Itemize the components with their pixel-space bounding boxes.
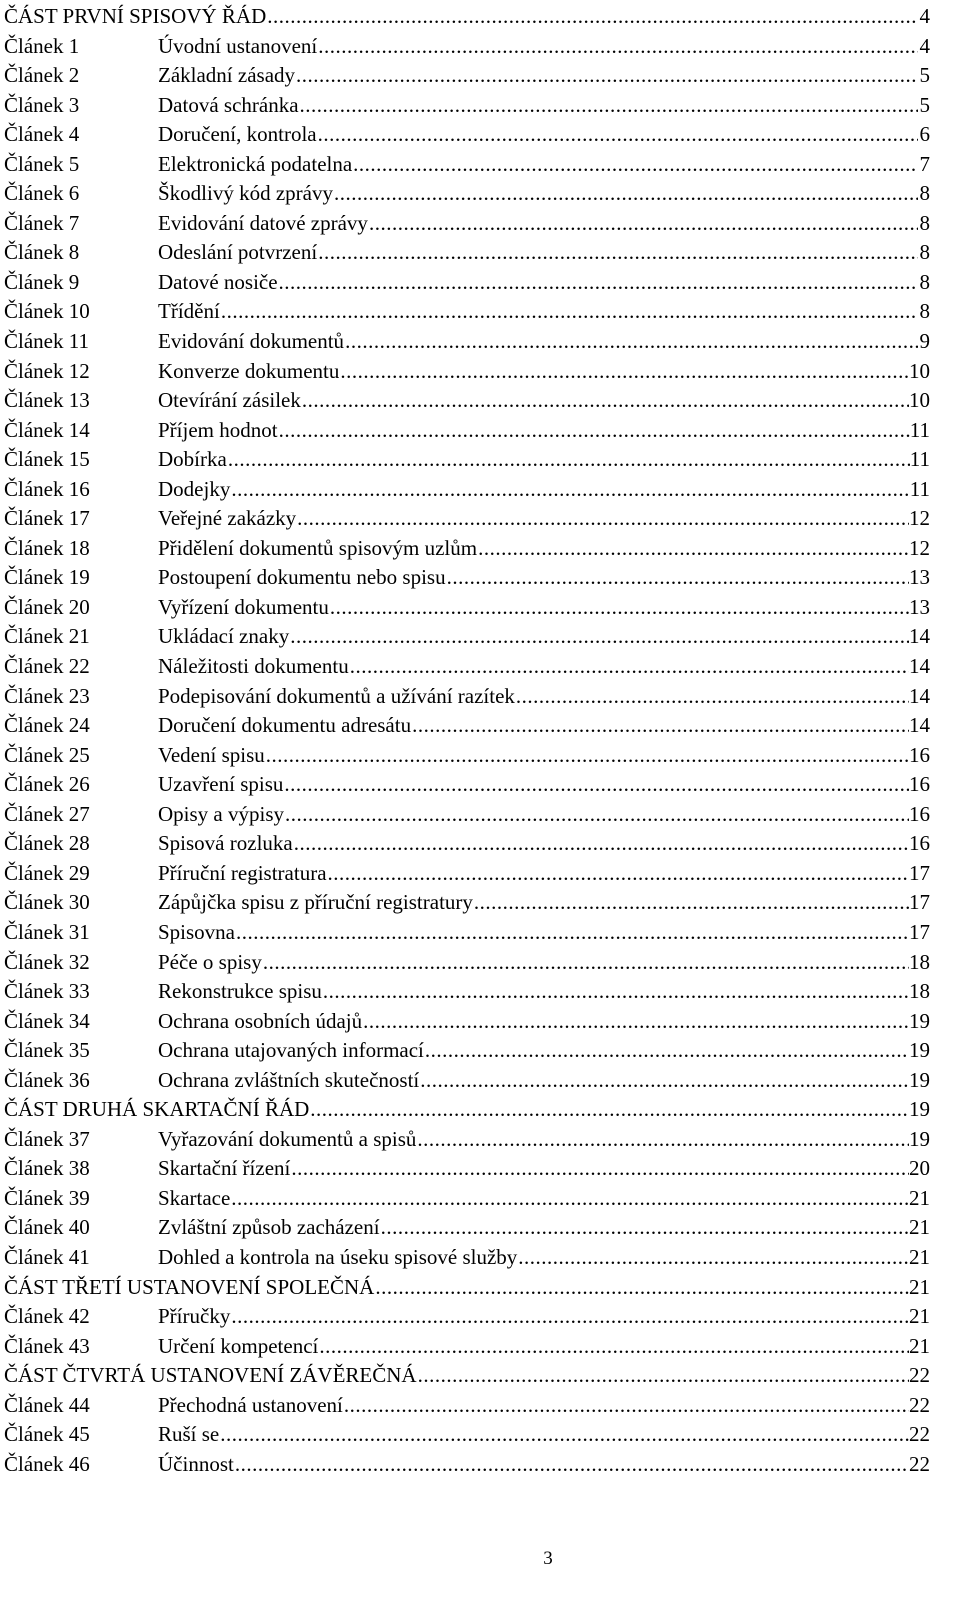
toc-entry <box>4 948 930 978</box>
toc-page-number: 17 <box>909 890 930 915</box>
toc-entry <box>4 829 930 859</box>
toc-article-number: Článek 18 <box>4 535 90 560</box>
toc-article-number: Článek 7 <box>4 210 80 235</box>
toc-page-number: 8 <box>919 269 930 294</box>
toc-article-title: Příruční registratura <box>158 860 327 885</box>
toc-entry <box>4 504 930 534</box>
toc-article-title: Příručky <box>158 1304 231 1329</box>
toc-entry <box>4 534 930 564</box>
toc-dot-leader <box>368 209 918 239</box>
toc-article-title: Konverze dokumentu <box>158 358 340 383</box>
toc-dot-leader <box>473 888 909 918</box>
toc-page-number: 21 <box>909 1185 930 1210</box>
toc-page-number: 16 <box>909 801 930 826</box>
toc-entry <box>4 327 930 357</box>
toc-article-number: Článek 32 <box>4 949 90 974</box>
toc-entry <box>4 61 930 91</box>
toc-dot-leader <box>339 357 909 387</box>
toc-article-title: Úvodní ustanovení <box>158 33 318 58</box>
toc-article-title: Odeslání potvrzení <box>158 240 318 265</box>
toc-dot-leader <box>380 1213 909 1243</box>
toc-dot-leader <box>477 534 909 564</box>
toc-article-title: Postoupení dokumentu nebo spisu <box>158 565 446 590</box>
toc-page-number: 19 <box>909 1067 930 1092</box>
toc-part-heading <box>4 1361 930 1391</box>
toc-dot-leader <box>278 268 918 298</box>
toc-entry <box>4 918 930 948</box>
toc-page-number: 22 <box>909 1392 930 1417</box>
toc-entry <box>4 238 930 268</box>
toc-page-number: 6 <box>919 122 930 147</box>
toc-dot-leader <box>295 61 918 91</box>
toc-article-number: Článek 8 <box>4 240 80 265</box>
toc-page-number: 9 <box>919 329 930 354</box>
toc-dot-leader <box>262 948 909 978</box>
toc-article-title: Náležitosti dokumentu <box>158 654 349 679</box>
toc-entry <box>4 800 930 830</box>
toc-entry <box>4 741 930 771</box>
toc-article-title: Opisy a výpisy <box>158 801 284 826</box>
toc-page-number: 8 <box>919 240 930 265</box>
toc-entry <box>4 1420 930 1450</box>
toc-article-title: Evidování datové zprávy <box>158 210 368 235</box>
toc-article-title: Základní zásady <box>158 63 296 88</box>
toc-dot-leader <box>517 1243 909 1273</box>
toc-dot-leader <box>278 416 910 446</box>
toc-entry <box>4 120 930 150</box>
toc-article-title: Datové nosiče <box>158 269 278 294</box>
toc-dot-leader <box>333 179 918 209</box>
toc-article-title: Skartační řízení <box>158 1156 291 1181</box>
toc-page-number: 10 <box>909 358 930 383</box>
toc-article-title: Uzavření spisu <box>158 772 284 797</box>
toc-page-number: 21 <box>909 1215 930 1240</box>
toc-article-number: Článek 17 <box>4 506 90 531</box>
toc-page-number: 22 <box>909 1451 930 1476</box>
toc-entry <box>4 297 930 327</box>
toc-entry <box>4 888 930 918</box>
toc-dot-leader <box>349 652 909 682</box>
toc-article-number: Článek 40 <box>4 1215 90 1240</box>
toc-dot-leader <box>329 593 909 623</box>
toc-entry <box>4 563 930 593</box>
toc-page-number: 19 <box>909 1038 930 1063</box>
toc-article-title: Veřejné zakázky <box>158 506 297 531</box>
toc-article-number: Článek 14 <box>4 417 90 442</box>
toc-part-heading <box>4 1095 930 1125</box>
toc-article-number: Článek 21 <box>4 624 90 649</box>
toc-page-number: 19 <box>909 1008 930 1033</box>
toc-article-title: Vedení spisu <box>158 742 265 767</box>
toc-article-title: Elektronická podatelna <box>158 151 353 176</box>
toc-dot-leader <box>266 2 918 32</box>
toc-entry <box>4 1332 930 1362</box>
toc-page-number: 22 <box>909 1422 930 1447</box>
toc-page-number: 8 <box>919 181 930 206</box>
toc-article-number: Článek 42 <box>4 1304 90 1329</box>
toc-dot-leader <box>374 1273 909 1303</box>
toc-article-title: Datová schránka <box>158 92 299 117</box>
toc-article-number: Článek 1 <box>4 33 80 58</box>
toc-article-number: Článek 20 <box>4 594 90 619</box>
toc-article-title: Doručení, kontrola <box>158 122 317 147</box>
table-of-contents <box>4 2 930 1479</box>
toc-article-number: Článek 45 <box>4 1422 90 1447</box>
toc-page-number: 11 <box>909 417 930 442</box>
toc-article-title: Škodlivý kód zprávy <box>158 181 333 206</box>
toc-entry <box>4 150 930 180</box>
toc-dot-leader <box>318 1332 909 1362</box>
toc-article-number: Článek 12 <box>4 358 90 383</box>
toc-article-title: Přechodná ustanovení <box>158 1392 343 1417</box>
toc-dot-leader <box>290 1154 909 1184</box>
toc-page-number: 21 <box>909 1274 930 1299</box>
toc-article-number: Článek 2 <box>4 63 80 88</box>
toc-part-title: ČÁST DRUHÁ SKARTAČNÍ ŘÁD <box>4 1097 310 1122</box>
toc-page-number: 19 <box>909 1126 930 1151</box>
toc-page-number: 18 <box>909 979 930 1004</box>
toc-page-number: 4 <box>919 33 930 58</box>
toc-part-heading <box>4 1273 930 1303</box>
toc-page-number: 19 <box>909 1097 930 1122</box>
toc-dot-leader <box>230 1184 909 1214</box>
toc-part-heading <box>4 2 930 32</box>
toc-article-number: Článek 26 <box>4 772 90 797</box>
toc-page-number: 8 <box>919 299 930 324</box>
toc-entry <box>4 416 930 446</box>
toc-entry <box>4 179 930 209</box>
toc-article-number: Článek 44 <box>4 1392 90 1417</box>
toc-article-title: Ochrana utajovaných informací <box>158 1038 424 1063</box>
toc-article-title: Vyřízení dokumentu <box>158 594 329 619</box>
toc-article-number: Článek 24 <box>4 713 90 738</box>
toc-article-number: Článek 6 <box>4 181 80 206</box>
toc-dot-leader <box>317 120 918 150</box>
toc-page-number: 8 <box>919 210 930 235</box>
toc-article-number: Článek 46 <box>4 1451 90 1476</box>
toc-article-number: Článek 29 <box>4 860 90 885</box>
toc-dot-leader <box>352 150 918 180</box>
toc-article-number: Článek 35 <box>4 1038 90 1063</box>
toc-article-title: Ukládací znaky <box>158 624 290 649</box>
toc-article-number: Článek 25 <box>4 742 90 767</box>
toc-page-number: 21 <box>909 1244 930 1269</box>
toc-entry <box>4 1213 930 1243</box>
toc-entry <box>4 386 930 416</box>
toc-article-number: Článek 38 <box>4 1156 90 1181</box>
toc-page-number: 5 <box>919 63 930 88</box>
toc-page-number: 14 <box>909 713 930 738</box>
toc-part-title: ČÁST ČTVRTÁ USTANOVENÍ ZÁVĚREČNÁ <box>4 1363 417 1388</box>
toc-article-title: Doručení dokumentu adresátu <box>158 713 412 738</box>
toc-article-title: Rekonstrukce spisu <box>158 979 322 1004</box>
toc-dot-leader <box>419 1066 909 1096</box>
toc-entry <box>4 652 930 682</box>
toc-article-title: Přidělení dokumentů spisovým uzlům <box>158 535 478 560</box>
toc-page-number: 12 <box>909 506 930 531</box>
toc-article-number: Článek 23 <box>4 683 90 708</box>
toc-entry <box>4 1302 930 1332</box>
toc-dot-leader <box>317 32 918 62</box>
toc-article-title: Ochrana osobních údajů <box>158 1008 363 1033</box>
toc-dot-leader <box>301 386 909 416</box>
toc-dot-leader <box>235 918 909 948</box>
toc-article-title: Příjem hodnot <box>158 417 278 442</box>
toc-dot-leader <box>296 504 909 534</box>
toc-page-number: 18 <box>909 949 930 974</box>
toc-article-number: Článek 10 <box>4 299 90 324</box>
page-number: 3 <box>543 1548 553 1569</box>
toc-page-number: 4 <box>919 4 930 28</box>
toc-dot-leader <box>309 1095 909 1125</box>
toc-entry <box>4 475 930 505</box>
toc-article-number: Článek 4 <box>4 122 80 147</box>
toc-part-title: ČÁST PRVNÍ SPISOVÝ ŘÁD <box>4 4 267 28</box>
toc-dot-leader <box>411 711 909 741</box>
toc-entry <box>4 1007 930 1037</box>
toc-entry <box>4 770 930 800</box>
toc-article-number: Článek 13 <box>4 388 90 413</box>
toc-dot-leader <box>322 977 909 1007</box>
toc-entry <box>4 977 930 1007</box>
toc-entry <box>4 1184 930 1214</box>
toc-article-title: Dobírka <box>158 447 227 472</box>
toc-dot-leader <box>299 91 918 121</box>
toc-article-number: Článek 28 <box>4 831 90 856</box>
toc-article-number: Článek 9 <box>4 269 80 294</box>
toc-page-number: 20 <box>909 1156 930 1181</box>
toc-article-title: Dodejky <box>158 476 231 501</box>
toc-dot-leader <box>230 1302 909 1332</box>
toc-dot-leader <box>230 475 909 505</box>
toc-article-title: Otevírání zásilek <box>158 388 301 413</box>
toc-article-number: Článek 36 <box>4 1067 90 1092</box>
toc-entry <box>4 1125 930 1155</box>
toc-entry <box>4 622 930 652</box>
toc-dot-leader <box>446 563 909 593</box>
toc-part-title: ČÁST TŘETÍ USTANOVENÍ SPOLEČNÁ <box>4 1274 375 1299</box>
toc-dot-leader <box>327 859 909 889</box>
toc-article-title: Skartace <box>158 1185 231 1210</box>
toc-entry <box>4 1243 930 1273</box>
toc-dot-leader <box>289 622 909 652</box>
toc-article-title: Určení kompetencí <box>158 1333 319 1358</box>
toc-article-number: Článek 39 <box>4 1185 90 1210</box>
toc-dot-leader <box>424 1036 909 1066</box>
toc-article-title: Ruší se <box>158 1422 220 1447</box>
toc-entry <box>4 268 930 298</box>
toc-dot-leader <box>293 829 909 859</box>
toc-article-number: Článek 16 <box>4 476 90 501</box>
toc-article-title: Péče o spisy <box>158 949 262 974</box>
toc-dot-leader <box>317 238 918 268</box>
toc-page-number: 21 <box>909 1333 930 1358</box>
toc-dot-leader <box>417 1361 909 1391</box>
toc-page-number: 11 <box>909 476 930 501</box>
toc-article-title: Zvláštní způsob zacházení <box>158 1215 380 1240</box>
toc-page-number: 16 <box>909 742 930 767</box>
toc-article-number: Článek 5 <box>4 151 80 176</box>
toc-page-number: 14 <box>909 624 930 649</box>
toc-entry <box>4 1066 930 1096</box>
toc-entry <box>4 1450 930 1480</box>
toc-entry <box>4 859 930 889</box>
toc-dot-leader <box>283 770 909 800</box>
toc-page-number: 13 <box>909 565 930 590</box>
toc-article-number: Článek 19 <box>4 565 90 590</box>
toc-article-number: Článek 15 <box>4 447 90 472</box>
toc-entry <box>4 1154 930 1184</box>
toc-article-title: Účinnost <box>158 1451 234 1476</box>
toc-page-number: 21 <box>909 1304 930 1329</box>
toc-article-number: Článek 43 <box>4 1333 90 1358</box>
toc-dot-leader <box>265 741 909 771</box>
toc-page-number: 10 <box>909 388 930 413</box>
toc-page-number: 11 <box>909 447 930 472</box>
toc-dot-leader <box>416 1125 909 1155</box>
toc-page-number: 17 <box>909 860 930 885</box>
toc-article-number: Článek 34 <box>4 1008 90 1033</box>
toc-article-title: Ochrana zvláštních skutečností <box>158 1067 420 1092</box>
toc-dot-leader <box>227 445 910 475</box>
toc-dot-leader <box>344 327 918 357</box>
toc-dot-leader <box>219 1420 909 1450</box>
toc-article-title: Třídění <box>158 299 220 324</box>
toc-entry <box>4 1036 930 1066</box>
toc-article-number: Článek 31 <box>4 919 90 944</box>
toc-page-number: 17 <box>909 919 930 944</box>
toc-article-number: Článek 3 <box>4 92 80 117</box>
toc-entry <box>4 711 930 741</box>
toc-article-title: Dohled a kontrola na úseku spisové služby <box>158 1244 518 1269</box>
toc-article-number: Článek 22 <box>4 654 90 679</box>
toc-page-number: 14 <box>909 683 930 708</box>
toc-article-number: Článek 27 <box>4 801 90 826</box>
toc-article-title: Vyřazování dokumentů a spisů <box>158 1126 417 1151</box>
toc-page-number: 16 <box>909 772 930 797</box>
toc-dot-leader <box>515 682 909 712</box>
toc-page-number: 22 <box>909 1363 930 1388</box>
toc-article-number: Článek 41 <box>4 1244 90 1269</box>
toc-article-number: Článek 33 <box>4 979 90 1004</box>
toc-dot-leader <box>234 1450 909 1480</box>
toc-article-number: Článek 11 <box>4 329 89 354</box>
toc-dot-leader <box>220 297 918 327</box>
toc-dot-leader <box>343 1391 909 1421</box>
toc-article-title: Podepisování dokumentů a užívání razítek <box>158 683 515 708</box>
toc-page-number: 5 <box>919 92 930 117</box>
toc-entry <box>4 91 930 121</box>
toc-entry <box>4 682 930 712</box>
toc-article-number: Článek 30 <box>4 890 90 915</box>
toc-page-number: 14 <box>909 654 930 679</box>
toc-article-title: Evidování dokumentů <box>158 329 345 354</box>
toc-dot-leader <box>362 1007 909 1037</box>
toc-article-title: Zápůjčka spisu z příruční registratury <box>158 890 473 915</box>
toc-dot-leader <box>284 800 909 830</box>
toc-entry <box>4 593 930 623</box>
toc-entry <box>4 1391 930 1421</box>
toc-page-number: 13 <box>909 594 930 619</box>
toc-entry <box>4 445 930 475</box>
toc-article-title: Spisová rozluka <box>158 831 293 856</box>
toc-article-title: Spisovna <box>158 919 236 944</box>
toc-entry <box>4 357 930 387</box>
toc-entry <box>4 209 930 239</box>
toc-entry <box>4 32 930 62</box>
toc-page-number: 12 <box>909 535 930 560</box>
toc-page-number: 7 <box>919 151 930 176</box>
toc-page-number: 16 <box>909 831 930 856</box>
toc-article-number: Článek 37 <box>4 1126 90 1151</box>
